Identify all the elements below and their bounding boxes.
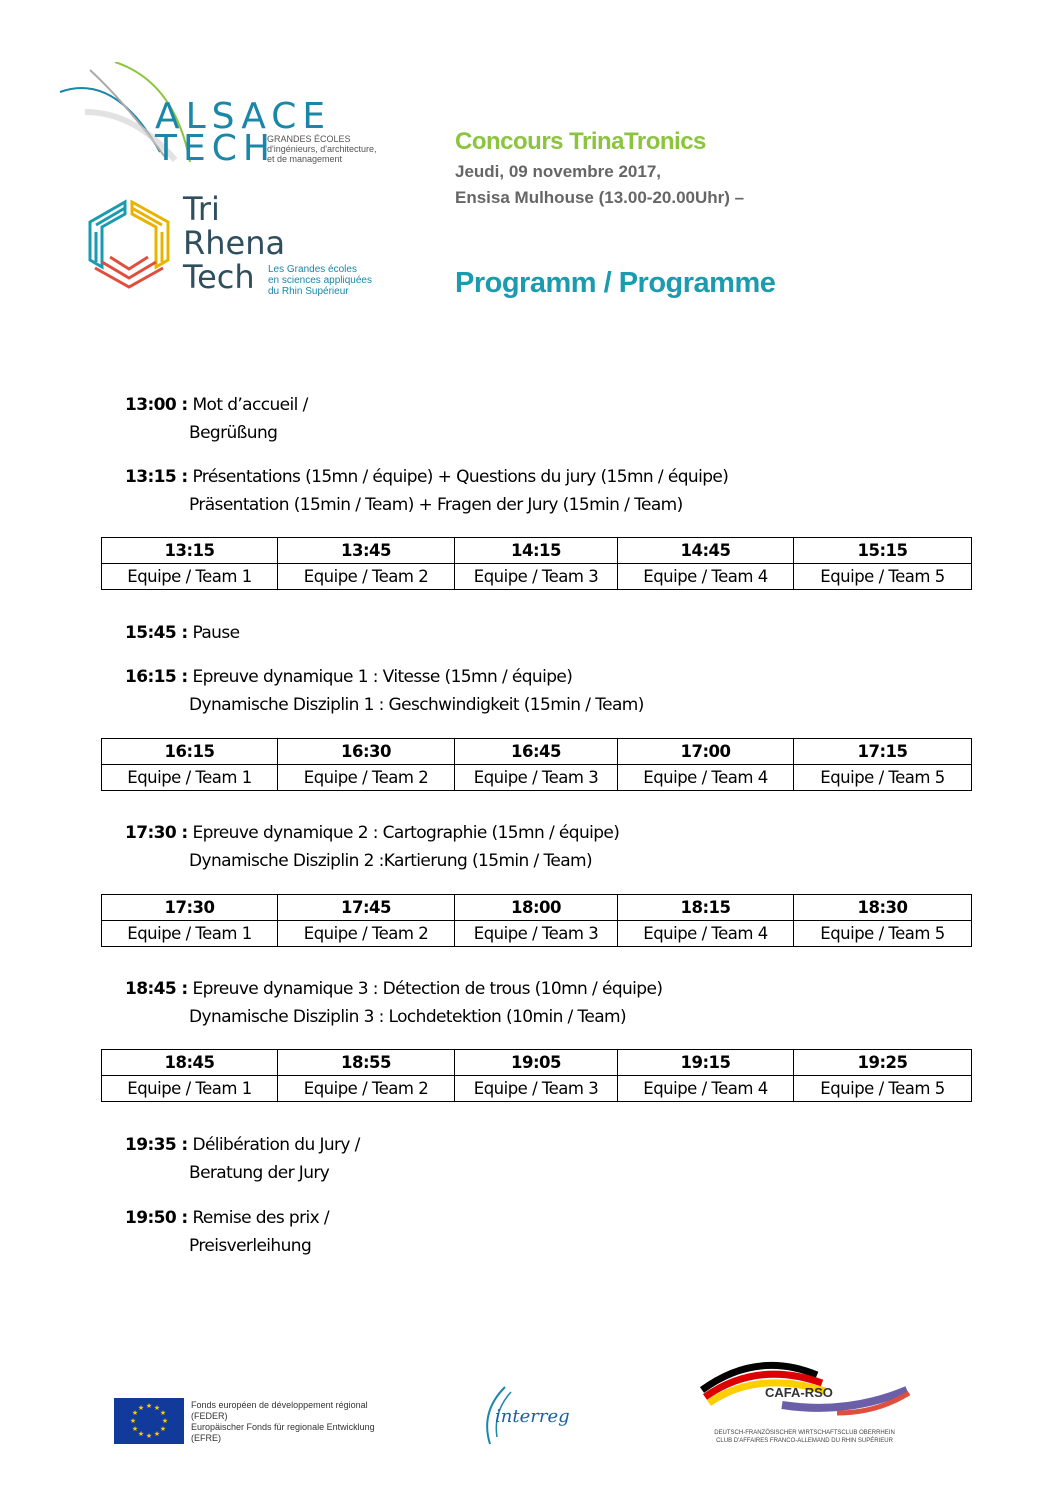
schedule-item: 19:35 : Délibération du Jury / — [125, 1135, 360, 1155]
cafa-wordmark: CAFA-RSO — [765, 1385, 833, 1400]
team-cell: Equipe / Team 1 — [102, 564, 278, 590]
trirhena-tech-logo — [60, 180, 400, 308]
team-cell: Equipe / Team 1 — [102, 1076, 278, 1102]
schedule-item: 17:30 : Epreuve dynamique 2 : Cartographie (15mn / équipe) — [125, 823, 620, 843]
eu-funding-text: Fonds européen de développement régional (FEDER) Europäischer Fonds für regionale Entwicklung (EFRE) — [191, 1400, 375, 1443]
team-cell: Equipe / Team 2 — [278, 1076, 455, 1102]
alsace-word: ALSACE — [155, 96, 332, 137]
schedule-item-de: Beratung der Jury — [189, 1163, 330, 1183]
time-cell: 17:00 — [618, 739, 794, 765]
svg-text:★: ★ — [153, 1404, 161, 1412]
time-cell: 14:15 — [455, 538, 618, 564]
eu-stars-icon — [114, 1398, 184, 1444]
team-cell: Equipe / Team 2 — [278, 765, 455, 791]
svg-text:★: ★ — [159, 1409, 167, 1417]
time-cell: 18:15 — [618, 895, 794, 921]
time-cell: 19:05 — [455, 1050, 618, 1076]
time-cell: 18:00 — [455, 895, 618, 921]
schedule-table-2 — [101, 738, 972, 791]
svg-text:★: ★ — [145, 1402, 153, 1410]
team-cell: Equipe / Team 3 — [455, 1076, 618, 1102]
schedule-item-de: Dynamische Disziplin 1 : Geschwindigkeit (15min / Team) — [189, 695, 644, 715]
schedule-item: 18:45 : Epreuve dynamique 3 : Détection de trous (10mn / équipe) — [125, 979, 663, 999]
schedule-item-de: Preisverleihung — [189, 1236, 312, 1256]
svg-text:★: ★ — [161, 1417, 169, 1425]
interreg-wordmark: interreg — [495, 1406, 570, 1427]
event-place: Ensisa Mulhouse (13.00-20.00Uhr) – — [455, 188, 745, 207]
team-cell: Equipe / Team 5 — [794, 564, 972, 590]
team-cell: Equipe / Team 3 — [455, 921, 618, 947]
eu-flag-icon — [114, 1398, 184, 1444]
team-cell: Equipe / Team 2 — [278, 921, 455, 947]
trirhena-wordmark: Tri Rhena Tech — [183, 190, 286, 296]
schedule-item-de: Präsentation (15min / Team) + Fragen der Jury (15min / Team) — [189, 495, 683, 515]
interreg-logo — [475, 1382, 575, 1452]
svg-text:★: ★ — [129, 1417, 137, 1425]
event-date: Jeudi, 09 novembre 2017, — [455, 162, 661, 181]
team-cell: Equipe / Team 4 — [618, 564, 794, 590]
time-cell: 18:30 — [794, 895, 972, 921]
svg-text:★: ★ — [159, 1425, 167, 1433]
time-cell: 17:45 — [278, 895, 455, 921]
schedule-item: 13:00 : Mot d’accueil / — [125, 395, 308, 415]
schedule-table-4 — [101, 1049, 972, 1102]
time-cell: 17:15 — [794, 739, 972, 765]
hexagon-cube-icon — [80, 192, 180, 292]
time-cell: 19:25 — [794, 1050, 972, 1076]
schedule-item: 13:15 : Présentations (15mn / équipe) + Questions du jury (15mn / équipe) — [125, 467, 729, 487]
schedule-item-de: Dynamische Disziplin 3 : Lochdetektion (10min / Team) — [189, 1007, 627, 1027]
svg-text:★: ★ — [137, 1404, 145, 1412]
svg-text:★: ★ — [131, 1409, 139, 1417]
team-cell: Equipe / Team 3 — [455, 564, 618, 590]
alsace-tech-subtitle: GRANDES ÉCOLES d'ingénieurs, d'architecture, et de management — [267, 134, 377, 164]
time-cell: 18:55 — [278, 1050, 455, 1076]
cafa-subtitle: DEUTSCH-FRANZÖSISCHER WIRTSCHAFTSCLUB OBERRHEIN CLUB D'AFFAIRES FRANCO-ALLEMAND DU RHIN SUPÉRIEUR — [714, 1430, 895, 1444]
svg-text:★: ★ — [153, 1430, 161, 1438]
team-cell: Equipe / Team 5 — [794, 1076, 972, 1102]
time-cell: 17:30 — [102, 895, 278, 921]
cafa-rso-logo — [697, 1355, 912, 1450]
time-cell: 18:45 — [102, 1050, 278, 1076]
time-cell: 14:45 — [618, 538, 794, 564]
time-cell: 19:15 — [618, 1050, 794, 1076]
schedule-item: 16:15 : Epreuve dynamique 1 : Vitesse (15mn / équipe) — [125, 667, 573, 687]
svg-text:★: ★ — [137, 1430, 145, 1438]
team-cell: Equipe / Team 2 — [278, 564, 455, 590]
team-cell: Equipe / Team 5 — [794, 921, 972, 947]
trirhena-subtitle: Les Grandes écoles en sciences appliquées du Rhin Supérieur — [268, 264, 372, 297]
team-cell: Equipe / Team 4 — [618, 921, 794, 947]
time-cell: 16:45 — [455, 739, 618, 765]
time-cell: 13:15 — [102, 538, 278, 564]
team-cell: Equipe / Team 3 — [455, 765, 618, 791]
alsace-tech-logo — [55, 62, 395, 172]
svg-text:★: ★ — [145, 1432, 153, 1440]
team-cell: Equipe / Team 4 — [618, 1076, 794, 1102]
schedule-table-1 — [101, 537, 972, 590]
event-title: Concours TrinaTronics — [455, 128, 706, 155]
team-cell: Equipe / Team 4 — [618, 765, 794, 791]
time-cell: 16:30 — [278, 739, 455, 765]
time-cell: 13:45 — [278, 538, 455, 564]
svg-text:★: ★ — [131, 1425, 139, 1433]
team-cell: Equipe / Team 5 — [794, 765, 972, 791]
schedule-item-de: Dynamische Disziplin 2 :Kartierung (15min / Team) — [189, 851, 593, 871]
schedule-item: 15:45 : Pause — [125, 623, 240, 643]
schedule-item-de: Begrüßung — [189, 423, 278, 443]
team-cell: Equipe / Team 1 — [102, 765, 278, 791]
time-cell: 16:15 — [102, 739, 278, 765]
team-cell: Equipe / Team 1 — [102, 921, 278, 947]
program-heading: Programm / Programme — [455, 267, 776, 299]
schedule-item: 19:50 : Remise des prix / — [125, 1208, 329, 1228]
schedule-table-3 — [101, 894, 972, 947]
time-cell: 15:15 — [794, 538, 972, 564]
tech-word: TECH — [155, 128, 276, 169]
